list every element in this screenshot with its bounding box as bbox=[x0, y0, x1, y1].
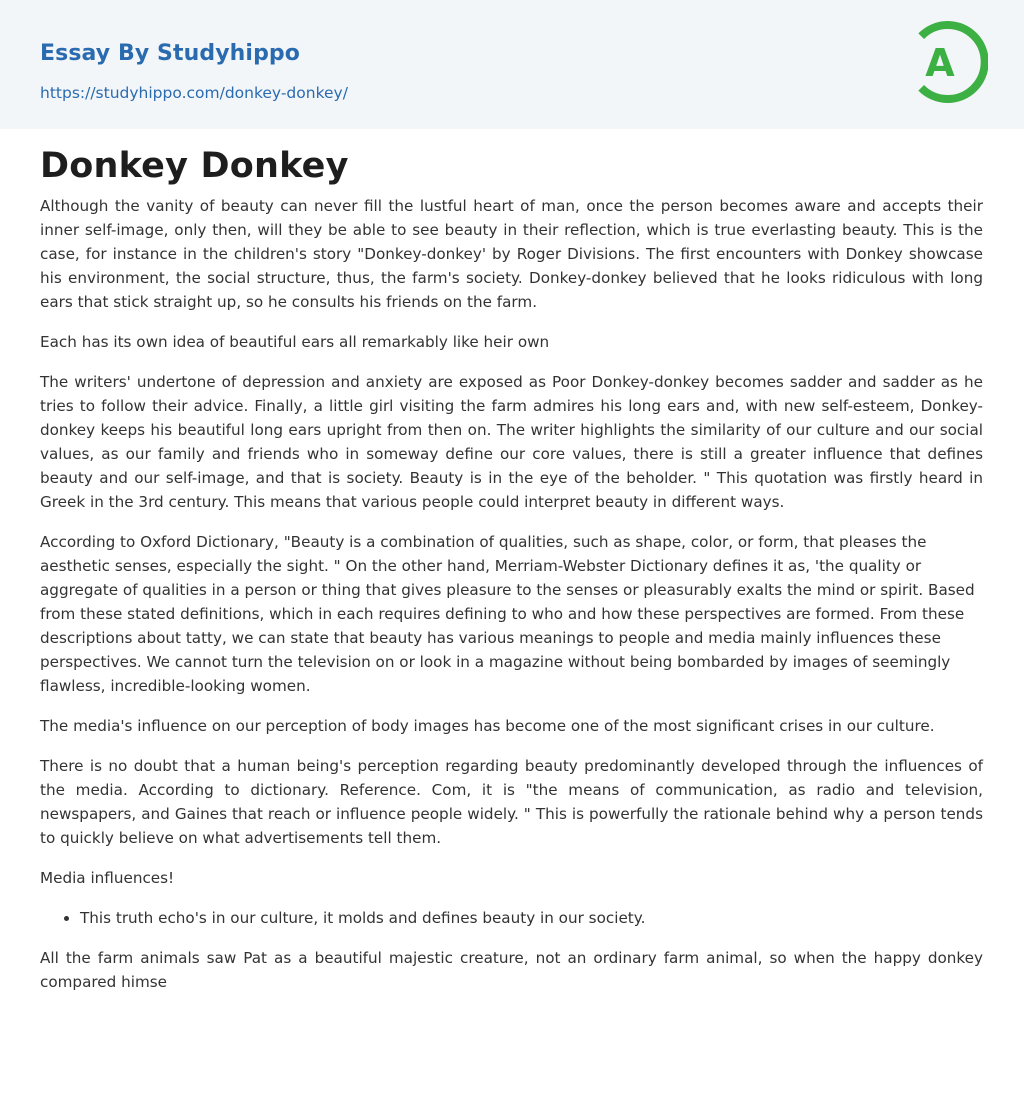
paragraph: Each has its own idea of beautiful ears all remarkably like heir own bbox=[40, 333, 550, 351]
brand-title[interactable]: Essay By Studyhippo bbox=[40, 41, 300, 66]
site-header bbox=[0, 0, 1024, 129]
essay-title: Donkey Donkey bbox=[40, 146, 349, 186]
paragraph: According to Oxford Dictionary, "Beauty is a combination of qualities, such as shape, color, or form, that pleases the aesthetic senses, especially the sight. " On the other hand, Merriam-Webster Dictionary defines it as, 'the quality or aggregate of qualities in a person or thing that gives pleasure to the senses or pleasurably exalts the mind or spirit. Based from these stated definitions, which in each requires defining to who and how these perspectives are formed. From these descriptions about tatty, we can state that beauty has various meanings to people and media mainly influences these perspectives. We cannot turn the television on or look in a magazine without being bombarded by images of seemingly flawless, incredible-looking women. bbox=[40, 533, 975, 695]
bullet-list bbox=[40, 906, 983, 930]
paragraph: The media's influence on our perception of body images has become one of the most significant crises in our culture. bbox=[40, 717, 935, 735]
studyhippo-logo-icon[interactable] bbox=[912, 18, 988, 106]
essay-url-link[interactable]: https://studyhippo.com/donkey-donkey/ bbox=[40, 84, 348, 102]
essay-body bbox=[40, 194, 983, 1010]
paragraph: The writers' undertone of depression and anxiety are exposed as Poor Donkey-donkey becomes sadder and sadder as he tries to follow their advice. Finally, a little girl visiting the farm admires his long ears and, with new self-esteem, Donkey-donkey keeps his beautiful long ears upright from then on. The writer highlights the similarity of our culture and our social values, as our family and friends who in someway define our core values, there is still a greater influence that defines beauty and our self-image, and that is society. Beauty is in the eye of the beholder. " This quotation was firstly heard in Greek in the 3rd century. This means that various people could interpret beauty in different ways. bbox=[40, 373, 983, 511]
paragraph: There is no doubt that a human being's perception regarding beauty predominantly developed through the influences of the media. According to dictionary. Reference. Com, it is "the means of communication, as radio and television, newspapers, and Gaines that reach or influence people widely. " This is powerfully the rationale behind why a person tends to quickly believe on what advertisements tell them. bbox=[40, 757, 983, 847]
paragraph: Media influences! bbox=[40, 869, 175, 887]
paragraph: Although the vanity of beauty can never fill the lustful heart of man, once the person becomes aware and accepts their inner self-image, only then, will they be able to see beauty in their reflection, which is true everlasting beauty. This is the case, for instance in the children's story "Donkey-donkey' by Roger Divisions. The first encounters with Donkey showcase his environment, the social structure, thus, the farm's society. Donkey-donkey believed that he looks ridiculous with long ears that stick straight up, so he consults his friends on the farm. bbox=[40, 197, 983, 311]
logo-letter: A bbox=[925, 41, 955, 85]
paragraph-truncated: All the farm animals saw Pat as a beautiful majestic creature, not an ordinary farm animal, so when the happy donkey compared himse bbox=[40, 949, 983, 991]
bullet-item: • This truth echo's in our culture, it molds and defines beauty in our society. bbox=[80, 906, 983, 930]
